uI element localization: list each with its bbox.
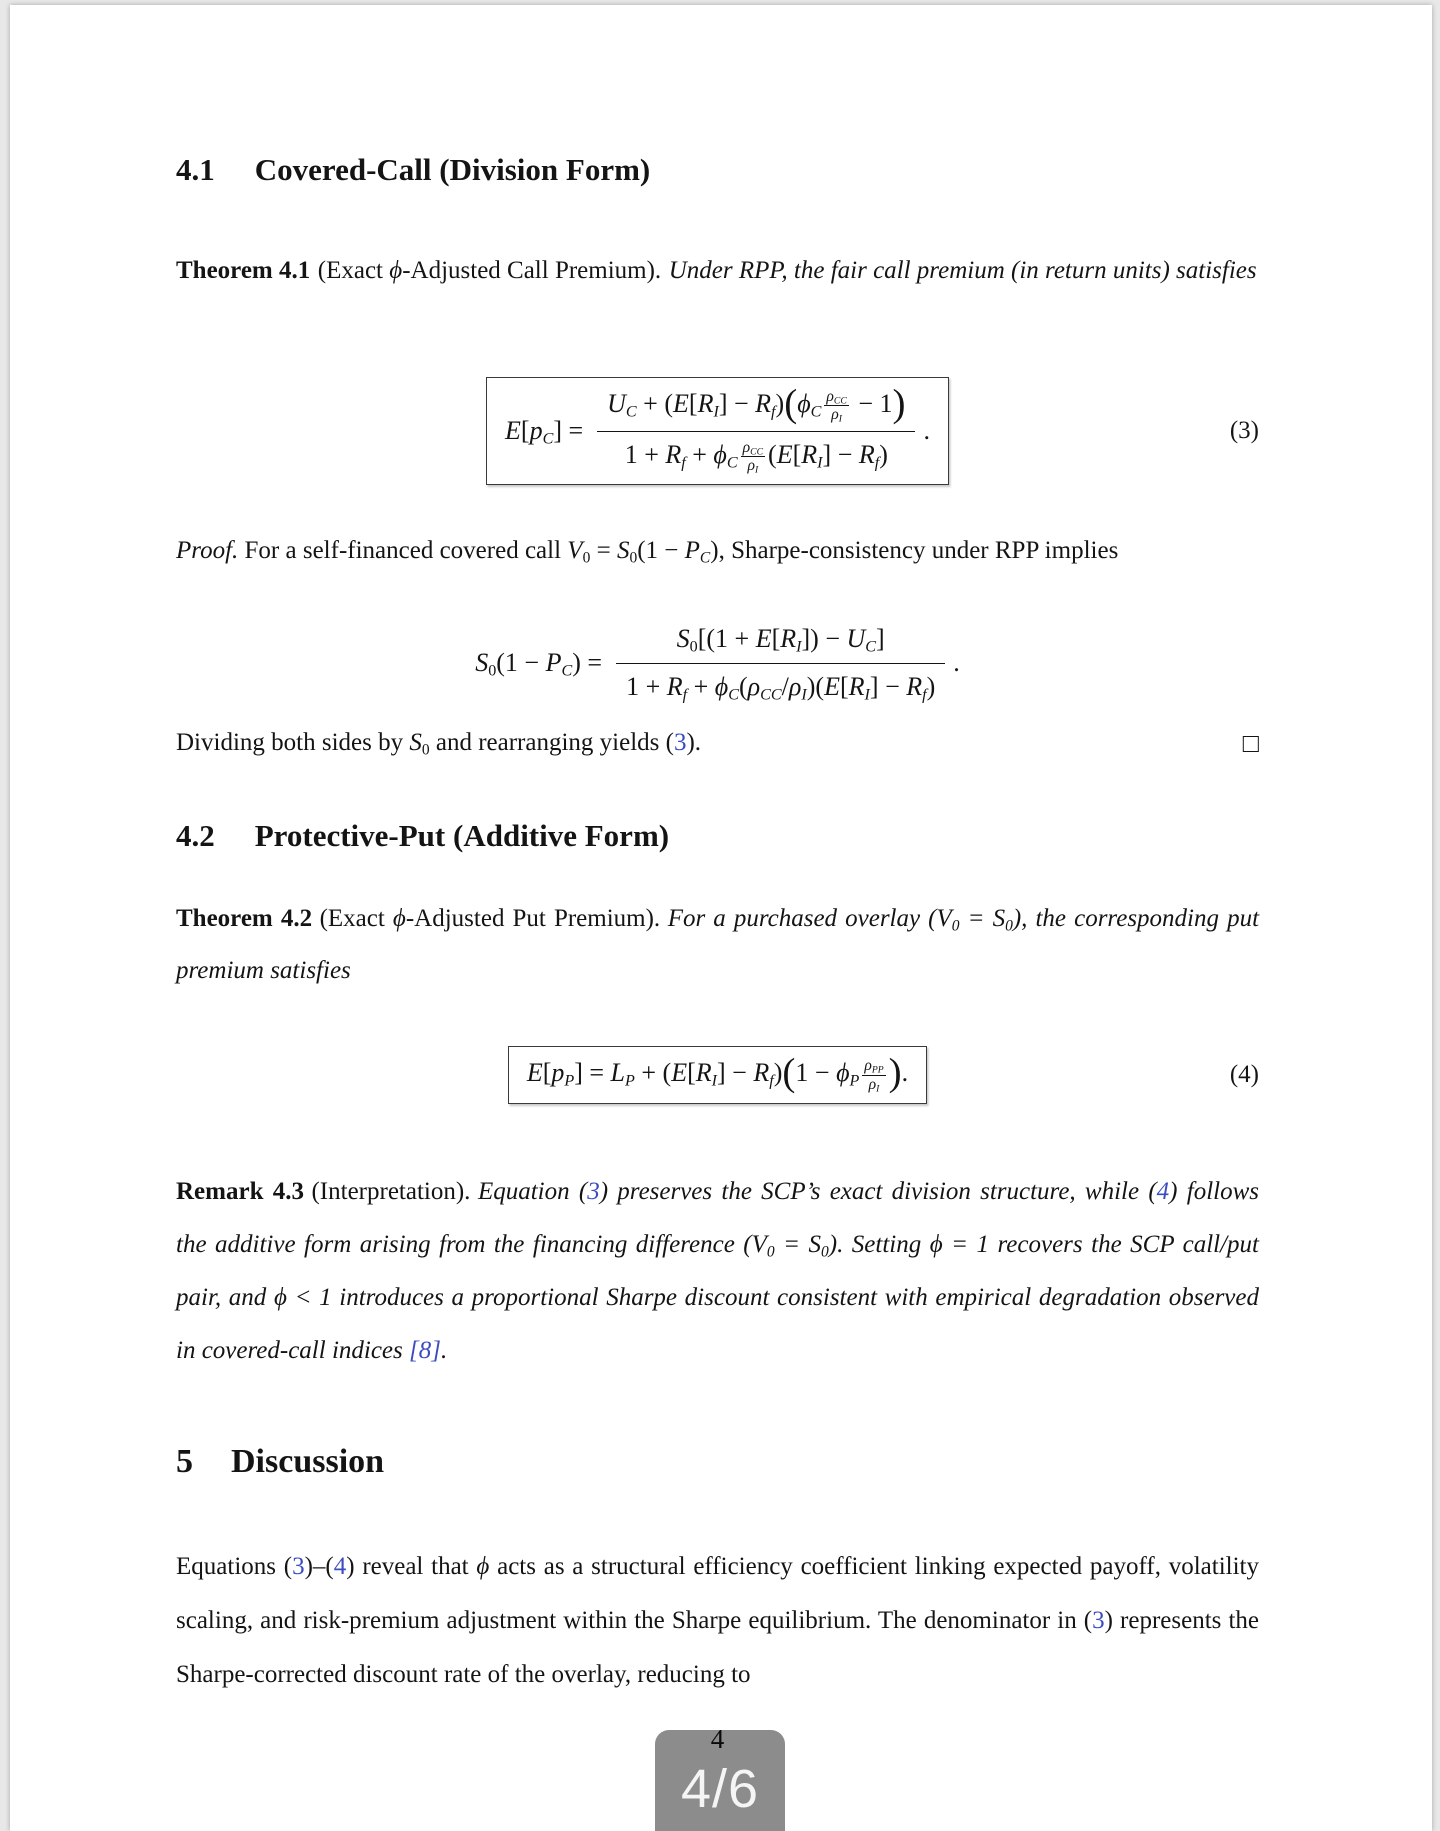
section-heading-5 [176, 1442, 1259, 1483]
proof-lead-text: Proof. For a self-financed covered call $V_0 = S_0(1 - P_C)$, Sharpe-consistency under RPP implies [176, 537, 1119, 567]
discussion-paragraph [176, 1540, 1259, 1702]
proof-paragraph [176, 525, 1259, 577]
remark-label: Remark 4.3 [176, 1178, 304, 1205]
equation-3-row [176, 375, 1259, 487]
eqref-3-link[interactable]: 3 [673, 729, 687, 756]
equation-3-numerator: $U_C + (E[R_I] - R_f)(\phi_C$ $\rho_{CC}$ $\rho_I$ − 1) [597, 388, 915, 432]
proof-closing-line [176, 717, 1259, 769]
theorem-4-2-paragraph [176, 893, 1259, 997]
remark-body: Equation (3) preserves the SCP’s exact division structure, while (4) follows the additive form arising from the financing difference $(V_0 = S_0)$. Setting ϕ = 1 recovers the SCP call/put pair, and ϕ < 1 introduces a proportional Sharpe discount consistent with empirical degradation observed in covered-call indices [8]. [176, 1178, 1260, 1364]
document-page [10, 5, 1432, 1831]
section-heading-4-2 [176, 817, 1259, 856]
section-title: Discussion [231, 1443, 385, 1480]
equation-3-box [486, 377, 949, 486]
eqref-3-link[interactable]: 3 [1092, 1607, 1105, 1634]
section-number: 5 [176, 1443, 193, 1480]
section-title: Covered-Call (Division Form) [254, 152, 651, 187]
proof-equation-period: . [953, 647, 960, 677]
eqref-4-link[interactable]: 4 [333, 1553, 347, 1580]
equation-4-row [176, 1029, 1259, 1121]
proof-equation-row [176, 613, 1259, 713]
equation-3-period: . [923, 415, 930, 445]
proof-equation-numerator: $S_0[(1 + E[R_I]) - U_C]$ [616, 623, 945, 664]
theorem-4-1-paragraph [176, 245, 1259, 297]
document-page-number: 4 [710, 1724, 725, 1754]
remark-4-3-paragraph [176, 1165, 1259, 1377]
equation-3-denominator: $1 + R_f + \phi_C$ $\rho_{CC}$ $\rho_I$ $(E[R_I] - R_f)$ [624, 438, 888, 476]
section-title: Protective-Put (Additive Form) [254, 818, 670, 853]
section-number: 4.1 [176, 152, 215, 187]
proof-closing-text: Dividing both sides by $S_0$ and rearranging yields (3). [176, 729, 702, 759]
equation-4-box [508, 1046, 927, 1104]
eqref-3-link[interactable]: 3 [587, 1178, 600, 1205]
remark-note: (Interpretation). [311, 1178, 471, 1205]
proof-equation-fraction [616, 623, 945, 703]
equation-4-number: (4) [1229, 1061, 1259, 1088]
section-heading-4-1 [176, 151, 1259, 190]
eqref-3-link[interactable]: 3 [292, 1553, 305, 1580]
theorem-statement: For a purchased overlay $(V_0 = S_0)$, the corresponding put premium satisfies [176, 905, 1260, 984]
equation-3-lhs: $E[p_C]$ = [505, 415, 584, 448]
equation-4-content: $E[p_P] = L_P + (E[R_I] - R_f)(1 - \phi_P$ $\rho_{PP}$ $\rho_I$ ). [526, 1050, 909, 1095]
proof-equation-lhs: $S_0(1 - P_C)$ = [475, 647, 603, 680]
theorem-label: Theorem 4.2 [176, 905, 313, 932]
page-indicator-toast [655, 1730, 785, 1831]
section-number: 4.2 [176, 818, 215, 853]
theorem-label: Theorem 4.1 [176, 257, 311, 284]
equation-3-fraction [597, 381, 915, 476]
theorem-note: (Exact ϕ-Adjusted Put Premium). [319, 905, 661, 932]
proof-equation-denominator: $1 + R_f + \phi_C(\rho_{CC}/\rho_I)(E[R_I] - R_f)$ [626, 671, 936, 703]
theorem-statement: Under RPP, the fair call premium (in return units) satisfies [668, 257, 1257, 284]
page-indicator-text: 4/6 [680, 1759, 760, 1819]
citation-8-link[interactable]: [8] [409, 1337, 441, 1364]
discussion-text: Equations (3)–(4) reveal that ϕ acts as a structural efficiency coefficient linking expected payoff, volatility scaling, and risk-premium adjustment within the Sharpe equilibrium. The denominator in (3) represents the Sharpe-corrected discount rate of the overlay, reducing to [176, 1553, 1259, 1688]
theorem-note: (Exact ϕ-Adjusted Call Premium). [317, 257, 662, 284]
qed-tombstone: □ [1242, 728, 1259, 758]
equation-3-number: (3) [1229, 417, 1259, 444]
eqref-4-link[interactable]: 4 [1156, 1178, 1170, 1205]
proof-equation [475, 623, 960, 703]
